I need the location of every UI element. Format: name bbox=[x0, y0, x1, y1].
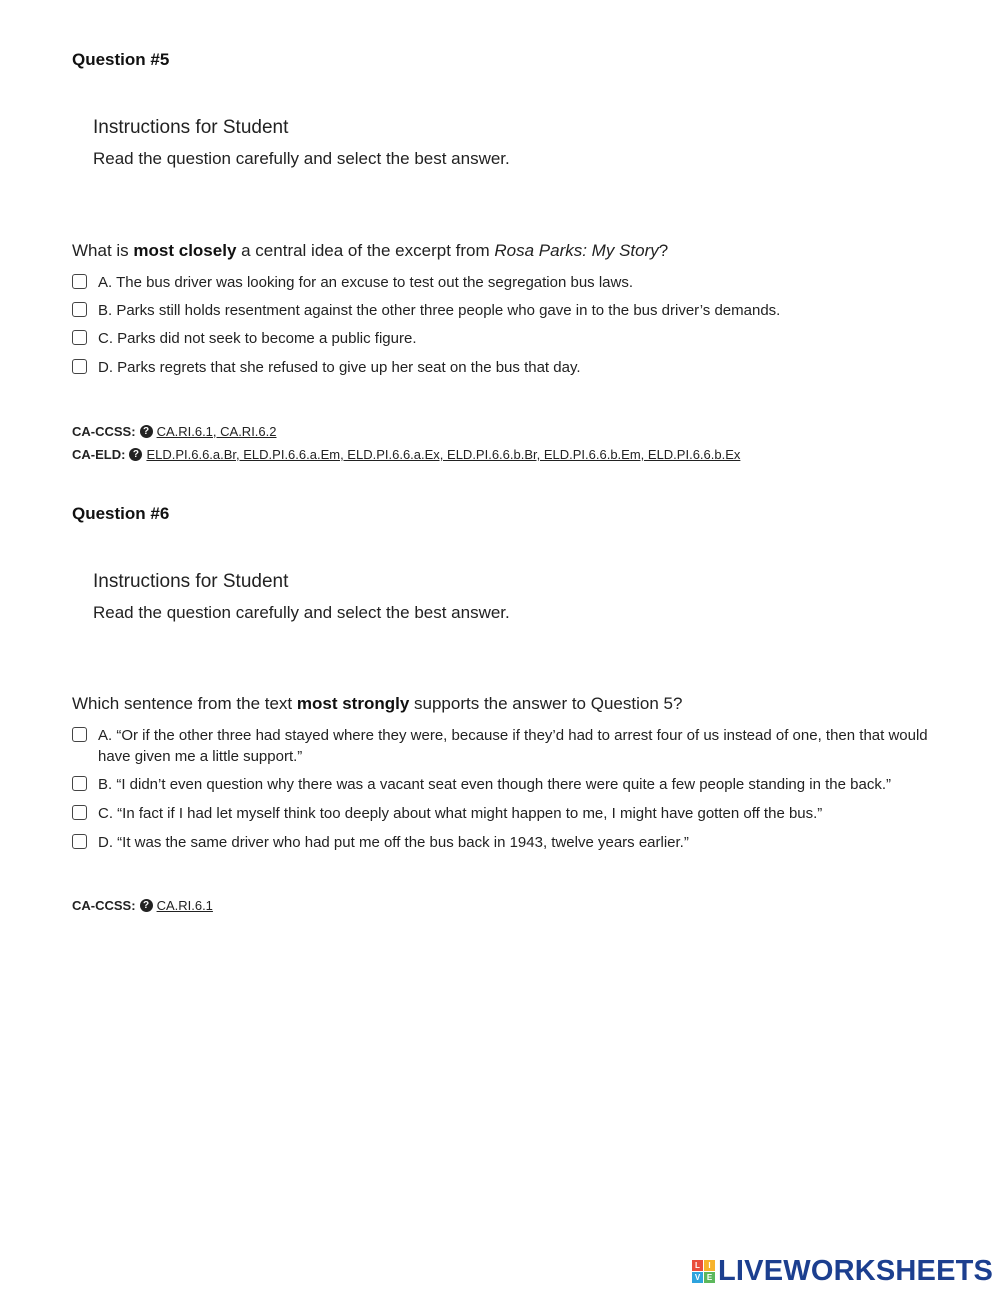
question-5-option-b[interactable] bbox=[72, 300, 932, 321]
checkbox[interactable] bbox=[72, 302, 87, 317]
option-label: C. “In fact if I had let myself think too deeply about what might happen to me, I might have gotten off the bus.” bbox=[98, 805, 823, 822]
question-6-option-b[interactable] bbox=[72, 774, 932, 795]
question-6-option-d[interactable] bbox=[72, 832, 932, 853]
eld-label: CA-ELD: bbox=[72, 447, 126, 462]
checkbox[interactable] bbox=[72, 727, 87, 742]
question-5-instructions-text: Read the question carefully and select the best answer. bbox=[93, 149, 510, 168]
logo-square: L bbox=[692, 1260, 703, 1271]
stem-text: supports the answer to Question 5? bbox=[409, 694, 683, 713]
ccss-standards-link[interactable]: CA.RI.6.1, CA.RI.6.2 bbox=[156, 424, 277, 439]
question-5-option-a[interactable] bbox=[72, 272, 932, 293]
option-label: B. “I didn’t even question why there was a vacant seat even though there were quite a few people standing in the back.” bbox=[98, 776, 891, 793]
checkbox[interactable] bbox=[72, 274, 87, 289]
logo-square: V bbox=[692, 1272, 703, 1283]
stem-source-title: Rosa Parks: My Story bbox=[494, 241, 659, 260]
question-6-instructions-heading: Instructions for Student bbox=[93, 571, 289, 592]
logo-squares-icon bbox=[692, 1260, 715, 1283]
checkbox[interactable] bbox=[72, 805, 87, 820]
option-label: D. Parks regrets that she refused to give up her seat on the bus that day. bbox=[98, 359, 581, 376]
question-mark-icon[interactable]: ? bbox=[129, 448, 142, 461]
ccss-label: CA-CCSS: bbox=[72, 424, 136, 439]
stem-text: ? bbox=[658, 241, 669, 260]
option-label: D. “It was the same driver who had put me off the bus back in 1943, twelve years earlier.” bbox=[98, 834, 689, 851]
question-5-stem bbox=[72, 241, 668, 261]
option-label: A. The bus driver was looking for an excuse to test out the segregation bus laws. bbox=[98, 274, 634, 291]
stem-emphasis: most closely bbox=[133, 241, 237, 260]
question-6-option-c[interactable] bbox=[72, 803, 932, 824]
question-5-option-d[interactable] bbox=[72, 357, 932, 378]
checkbox[interactable] bbox=[72, 834, 87, 849]
option-label: B. Parks still holds resentment against the other three people who gave in to the bus driver’s demands. bbox=[98, 302, 781, 319]
liveworksheets-logo bbox=[692, 1255, 993, 1288]
question-6-option-a[interactable] bbox=[72, 725, 932, 767]
option-label: A. “Or if the other three had stayed where they were, because if they’d had to arrest four of us instead of one, then that would have given me a little support.” bbox=[98, 727, 928, 765]
eld-standards-link[interactable]: ELD.PI.6.6.a.Br, ELD.PI.6.6.a.Em, ELD.PI.6.6.a.Ex, ELD.PI.6.6.b.Br, ELD.PI.6.6.b.Em, ELD.PI.6.6.b.Ex bbox=[146, 447, 741, 462]
question-6-instructions-text: Read the question carefully and select the best answer. bbox=[93, 603, 510, 622]
question-5-ccss-standards bbox=[72, 424, 277, 439]
logo-square: I bbox=[704, 1260, 715, 1271]
question-mark-icon[interactable]: ? bbox=[140, 425, 153, 438]
question-6-title: Question #6 bbox=[72, 504, 170, 523]
stem-text: a central idea of the excerpt from bbox=[236, 241, 495, 260]
question-6-stem bbox=[72, 694, 682, 714]
question-5-instructions-heading: Instructions for Student bbox=[93, 117, 289, 138]
stem-text: Which sentence from the text bbox=[72, 694, 297, 713]
checkbox[interactable] bbox=[72, 330, 87, 345]
checkbox[interactable] bbox=[72, 776, 87, 791]
ccss-standards-link[interactable]: CA.RI.6.1 bbox=[156, 898, 213, 913]
question-5-option-c[interactable] bbox=[72, 328, 932, 349]
ccss-label: CA-CCSS: bbox=[72, 898, 136, 913]
stem-text: What is bbox=[72, 241, 134, 260]
logo-wordmark: LIVEWORKSHEETS bbox=[718, 1255, 994, 1287]
stem-emphasis: most strongly bbox=[296, 694, 410, 713]
question-5-title: Question #5 bbox=[72, 50, 170, 69]
question-6-ccss-standards bbox=[72, 898, 213, 913]
logo-square: E bbox=[704, 1272, 715, 1283]
question-mark-icon[interactable]: ? bbox=[140, 899, 153, 912]
question-5-eld-standards bbox=[72, 447, 740, 462]
option-label: C. Parks did not seek to become a public figure. bbox=[98, 330, 417, 347]
checkbox[interactable] bbox=[72, 359, 87, 374]
